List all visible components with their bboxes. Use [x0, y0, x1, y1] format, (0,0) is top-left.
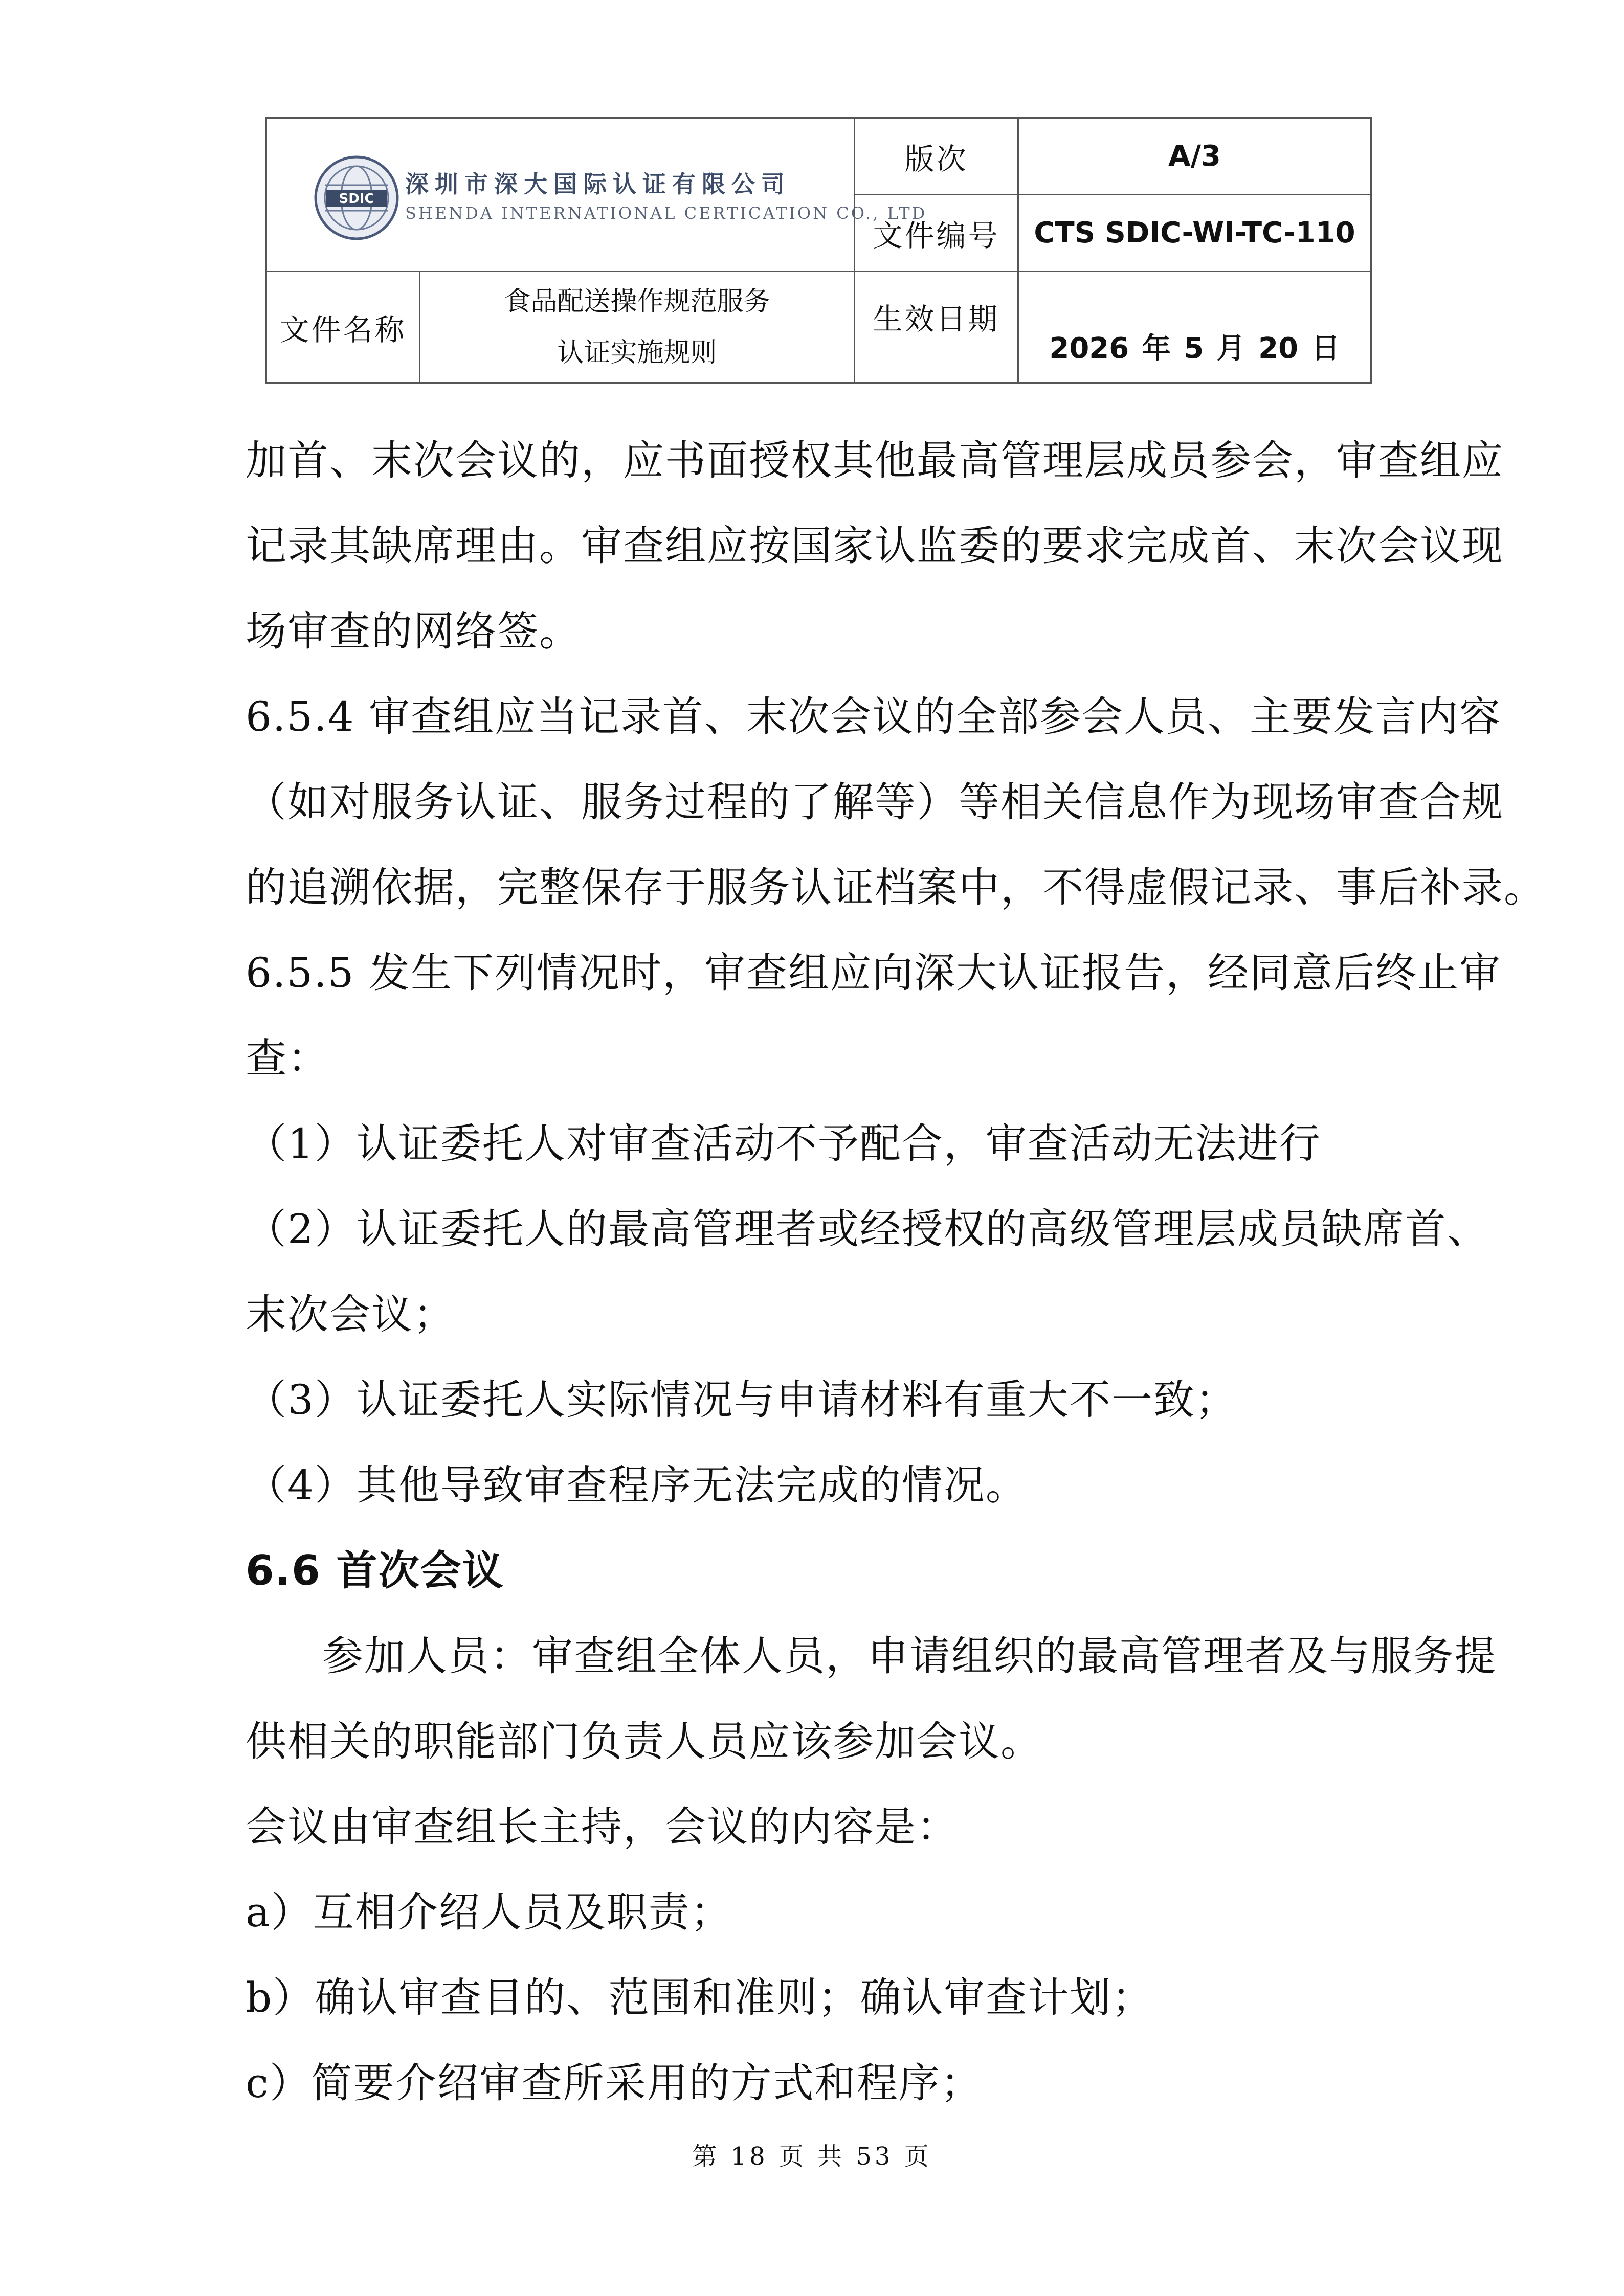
list-item: c）简要介绍审查所采用的方式和程序；: [246, 2059, 983, 2107]
svg-text:SDIC: SDIC: [339, 191, 374, 207]
list-item: b）确认审查目的、范围和准则；确认审查计划；: [246, 1974, 1154, 2021]
globe-logo-icon: [313, 154, 400, 241]
body-line: 6.5.5 发生下列情况时，审查组应向深大认证报告，经同意后终止审: [246, 949, 1501, 997]
document-header-table: [265, 117, 1372, 384]
list-item: （1）认证委托人对审查活动不予配合，审查活动无法进行: [246, 1120, 1321, 1167]
company-logo: [313, 154, 927, 252]
body-line: 末次会议；: [246, 1291, 455, 1338]
file-name-value: [420, 272, 855, 383]
version-value: A/3: [1018, 118, 1371, 195]
list-item: （3）认证委托人实际情况与申请材料有重大不一致；: [246, 1376, 1237, 1424]
body-line: 加首、末次会议的，应书面授权其他最高管理层成员参会，审查组应: [246, 437, 1504, 484]
file-name-line-1: 食品配送操作规范服务: [504, 286, 770, 317]
company-logo-cell: [266, 118, 927, 272]
body-line: 供相关的职能部门负责人员应该参加会议。: [246, 1718, 1042, 1765]
page-number: 第 18 页 共 53 页: [692, 2142, 932, 2171]
version-label: 版次: [855, 118, 1018, 195]
company-name-cn: 深圳市深大国际认证有限公司: [405, 170, 791, 198]
doc-number-value: CTS SDIC-WI-TC-110: [1018, 195, 1371, 272]
body-line: 6.5.4 审查组应当记录首、末次会议的全部参会人员、主要发言内容: [246, 693, 1501, 740]
body-line: 的追溯依据，完整保存于服务认证档案中，不得虚假记录、事后补录。: [246, 864, 1546, 911]
body-line: 会议由审查组长主持，会议的内容是：: [246, 1803, 959, 1851]
effective-date-label: 生效日期: [855, 272, 1018, 383]
body-line: （如对服务认证、服务过程的了解等）等相关信息作为现场审查合规: [246, 778, 1504, 826]
body-line: 参加人员：审查组全体人员，申请组织的最高管理者及与服务提: [322, 1632, 1497, 1680]
body-line: 记录其缺席理由。审查组应按国家认监委的要求完成首、末次会议现: [246, 522, 1504, 570]
list-item: （4）其他导致审查程序无法完成的情况。: [246, 1461, 1028, 1509]
effective-date-value: 2026 年 5 月 20 日: [1018, 272, 1371, 383]
body-line: 查：: [246, 1034, 329, 1082]
file-name-label: 文件名称: [266, 272, 420, 383]
list-item: a）互相介绍人员及职责；: [246, 1888, 732, 1936]
body-line: 场审查的网络签。: [246, 607, 581, 655]
section-heading: 6.6 首次会议: [246, 1547, 504, 1594]
doc-number-label: 文件编号: [855, 195, 1018, 272]
company-name-en: SHENDA INTERNATIONAL CERTICATION CO., LTD: [405, 204, 927, 223]
file-name-line-2: 认证实施规则: [557, 337, 717, 368]
list-item: （2）认证委托人的最高管理者或经授权的高级管理层成员缺席首、: [246, 1205, 1489, 1253]
